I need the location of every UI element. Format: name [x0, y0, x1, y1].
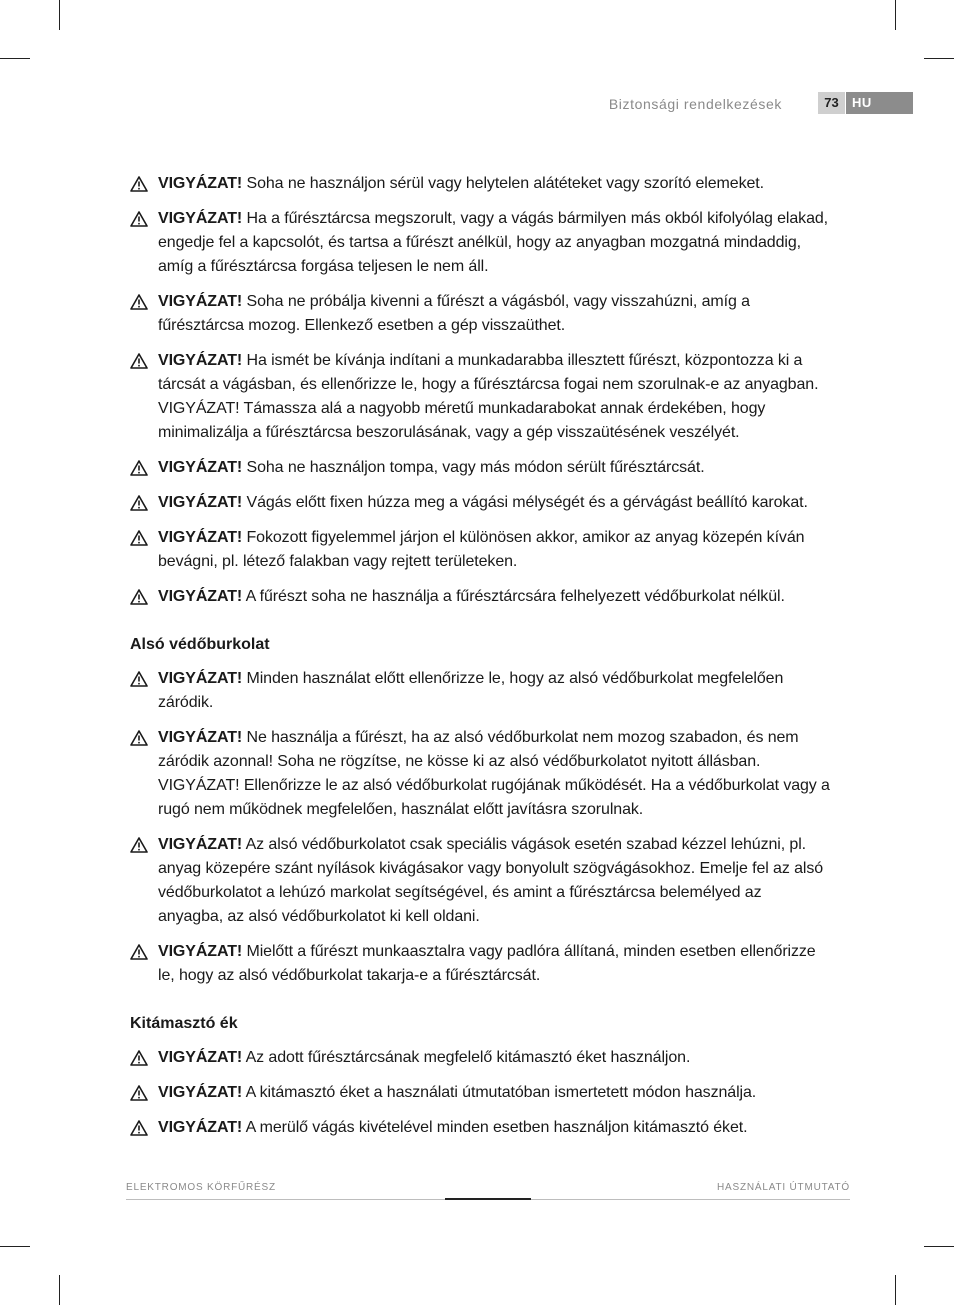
- warning-triangle-icon: [130, 530, 148, 546]
- warning-item: [130, 940, 830, 988]
- crop-mark: [59, 0, 60, 30]
- footer-manual: HASZNÁLATI ÚTMUTATÓ: [717, 1182, 850, 1193]
- section-heading: Kitámasztó ék: [130, 1015, 238, 1032]
- warning-label: VIGYÁZAT!: [158, 529, 243, 546]
- warning-text: Mielőtt a fűrészt munkaasztalra vagy padlóra állítaná, minden esetben ellenőrizze le, hogy az alsó védőburkolat takarja-e a fűrésztárcsát.: [158, 943, 816, 984]
- warning-item: [130, 456, 830, 480]
- warning-text: Ha ismét be kívánja indítani a munkadarabba illesztett fűrészt, központozza ki a tárcsát a vágásban, és ellenőrizze le, hogy a fűrésztárcsa fogai nem szorulnak-e az anyagban. VIGYÁZAT! Támassza alá a nagyobb méretű munkadarabokat annak érdekében, hogy minimalizálja a fűrésztárcsa beszorulásának, vagy a gép visszaütésének veszélyét.: [158, 352, 819, 441]
- warning-item: [130, 667, 830, 715]
- warning-item: [130, 1046, 830, 1070]
- warning-triangle-icon: [130, 944, 148, 960]
- warning-triangle-icon: [130, 176, 148, 192]
- crop-mark: [895, 1275, 896, 1305]
- warning-label: VIGYÁZAT!: [158, 1084, 243, 1101]
- section-title: Biztonsági rendelkezések: [608, 96, 782, 112]
- warning-text: Fokozott figyelemmel járjon el különösen akkor, amikor az anyag közepén kíván bevágni, pl. létező falakban vagy rejtett területeken.: [158, 529, 805, 570]
- crop-mark: [895, 0, 896, 30]
- warning-triangle-icon: [130, 211, 148, 227]
- warning-triangle-icon: [130, 294, 148, 310]
- warning-label: VIGYÁZAT!: [158, 459, 243, 476]
- crop-mark: [0, 1246, 30, 1247]
- warning-item: [130, 726, 830, 822]
- warning-text: Ha a fűrésztárcsa megszorult, vagy a vágás bármilyen más okból kifolyólag elakad, engedje fel a kapcsolót, és tartsa a fűrészt anélkül, hogy az anyagban mozgatná mindaddig, amíg a fűrésztárcsa forgása teljesen le nem áll.: [158, 210, 829, 275]
- warning-label: VIGYÁZAT!: [158, 1049, 243, 1066]
- warning-item: [130, 172, 830, 196]
- warning-triangle-icon: [130, 1050, 148, 1066]
- warning-triangle-icon: [130, 1120, 148, 1136]
- warning-item: [130, 349, 830, 445]
- warning-text: Az adott fűrésztárcsának megfelelő kitámasztó éket használjon.: [245, 1049, 691, 1066]
- warning-triangle-icon: [130, 589, 148, 605]
- warning-label: VIGYÁZAT!: [158, 293, 243, 310]
- warning-label: VIGYÁZAT!: [158, 943, 243, 960]
- crop-mark: [924, 58, 954, 59]
- language-badge: HU: [846, 92, 913, 114]
- warning-text: A kitámasztó éket a használati útmutatóban ismertetett módon használja.: [245, 1084, 757, 1101]
- section-heading: Alsó védőburkolat: [130, 636, 270, 653]
- warning-item: [130, 491, 830, 515]
- warning-text: Vágás előtt fixen húzza meg a vágási mélységét és a gérvágást beállító karokat.: [246, 494, 808, 511]
- warning-item: [130, 207, 830, 279]
- warning-item: [130, 526, 830, 574]
- warning-label: VIGYÁZAT!: [158, 1119, 243, 1136]
- warning-item: [130, 1081, 830, 1105]
- crop-mark: [924, 1246, 954, 1247]
- warning-label: VIGYÁZAT!: [158, 352, 243, 369]
- warning-item: [130, 1116, 830, 1140]
- warning-triangle-icon: [130, 730, 148, 746]
- crop-mark: [0, 58, 30, 59]
- warning-label: VIGYÁZAT!: [158, 210, 243, 227]
- warning-text: Ne használja a fűrészt, ha az alsó védőburkolat nem mozog szabadon, és nem záródik azonnal! Soha ne rögzítse, ne kösse ki az alsó védőburkolatot nyitott állásban. VIGYÁZAT! Ellenőrizze le az alsó védőburkolat rugójának működését. Ha a védőburkolat vagy a rugó nem működnek megfelelően, használat előtt javításra szorulnak.: [158, 729, 830, 818]
- warning-text: Minden használat előtt ellenőrizze le, hogy az alsó védőburkolat megfelelően záródik.: [158, 670, 784, 711]
- footer-product: ELEKTROMOS KÖRFŰRÉSZ: [126, 1182, 276, 1193]
- warning-text: A fűrészt soha ne használja a fűrésztárcsára felhelyezett védőburkolat nélkül.: [245, 588, 785, 605]
- warning-label: VIGYÁZAT!: [158, 588, 243, 605]
- crop-mark: [59, 1275, 60, 1305]
- warning-text: Soha ne használjon sérül vagy helytelen alátéteket vagy szorító elemeket.: [246, 175, 764, 192]
- warning-triangle-icon: [130, 837, 148, 853]
- document-body: [130, 172, 830, 1151]
- warning-text: Az alsó védőburkolatot csak speciális vágások esetén szabad kézzel lehúzni, pl. anyag közepére szánt nyílások kivágásakor vagy bonyolult szögvágásokhoz. Emelje fel az alsó védőburkolatot a lehúzó markolat segítségével, és amint a fűrésztárcsa belemélyed az anyagba, az alsó védőburkolatot ki kell oldani.: [158, 836, 824, 925]
- warning-text: Soha ne próbálja kivenni a fűrészt a vágásból, vagy visszahúzni, amíg a fűrésztárcsa mozog. Ellenkező esetben a gép visszaüthet.: [158, 293, 750, 334]
- warning-triangle-icon: [130, 671, 148, 687]
- page-number: 73: [818, 92, 845, 114]
- warning-text: Soha ne használjon tompa, vagy más módon sérült fűrésztárcsát.: [246, 459, 705, 476]
- warning-label: VIGYÁZAT!: [158, 175, 243, 192]
- footer-page-marker: [445, 1198, 531, 1200]
- warning-triangle-icon: [130, 460, 148, 476]
- warning-label: VIGYÁZAT!: [158, 670, 243, 687]
- warning-triangle-icon: [130, 1085, 148, 1101]
- warning-label: VIGYÁZAT!: [158, 836, 243, 853]
- warning-triangle-icon: [130, 353, 148, 369]
- warning-text: A merülő vágás kivételével minden esetben használjon kitámasztó éket.: [245, 1119, 748, 1136]
- warning-item: [130, 290, 830, 338]
- warning-item: [130, 585, 830, 609]
- warning-item: [130, 833, 830, 929]
- warning-label: VIGYÁZAT!: [158, 729, 243, 746]
- warning-label: VIGYÁZAT!: [158, 494, 243, 511]
- warning-triangle-icon: [130, 495, 148, 511]
